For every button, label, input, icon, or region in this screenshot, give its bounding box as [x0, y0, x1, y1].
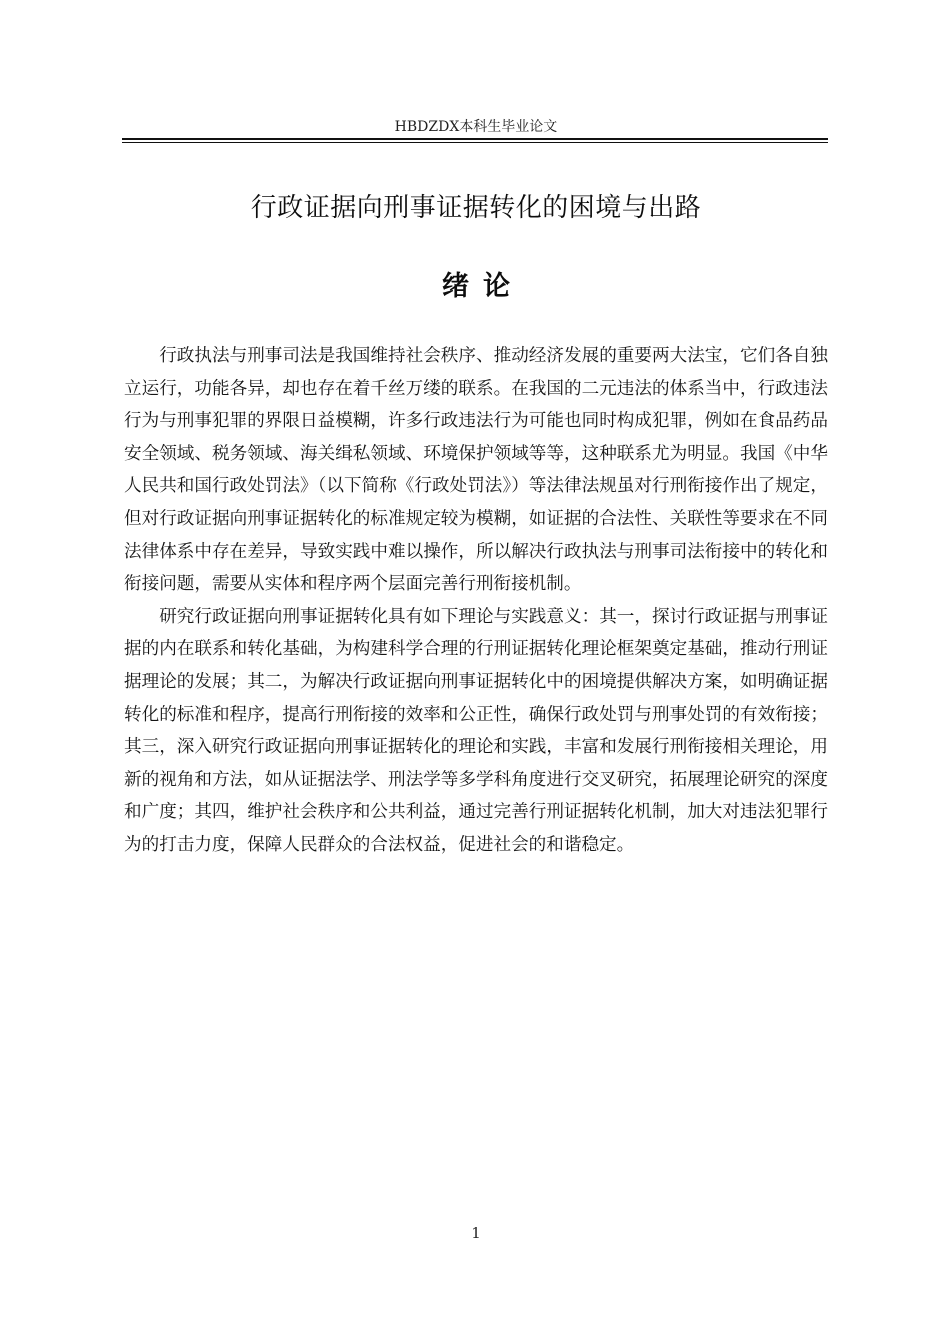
- header-rule-thin: [122, 142, 828, 143]
- section-heading: 绪论: [442, 271, 524, 302]
- paragraph: 研究行政证据向刑事证据转化具有如下理论与实践意义：其一，探讨行政证据与刑事证据的内在联系和转化基础，为构建科学合理的行刑证据转化理论框架奠定基础，推动行刑证据理论的发展；其二，为解决行政证据向刑事证据转化中的困境提供解决方案，如明确证据转化的标准和程序，提高行刑衔接的效率和公正性，确保行政处罚与刑事处罚的有效衔接；其三，深入研究行政证据向刑事证据转化的理论和实践，丰富和发展行刑衔接相关理论，用新的视角和方法，如从证据法学、刑法学等多学科角度进行交叉研究，拓展理论研究的深度和广度；其四，维护社会秩序和公共利益，通过完善行刑证据转化机制，加大对违法犯罪行为的打击力度，保障人民群众的合法权益，促进社会的和谐稳定。: [124, 606, 828, 855]
- running-header: HBDZDX本科生毕业论文: [394, 119, 558, 135]
- header-rule-thick: [122, 138, 828, 140]
- paragraph: 行政执法与刑事司法是我国维持社会秩序、推动经济发展的重要两大法宝，它们各自独立运行，功能各异，却也存在着千丝万缕的联系。在我国的二元违法的体系当中，行政违法行为与刑事犯罪的界限日益模糊，许多行政违法行为可能也同时构成犯罪，例如在食品药品安全领域、税务领域、海关缉私领域、环境保护领域等等，这种联系尤为明显。我国《中华人民共和国行政处罚法》（以下简称《行政处罚法》）等法律法规虽对行刑衔接作出了规定，但对行政证据向刑事证据转化的标准规定较为模糊，如证据的合法性、关联性等要求在不同法律体系中存在差异，导致实践中难以操作，所以解决行政执法与刑事司法衔接中的转化和衔接问题，需要从实体和程序两个层面完善行刑衔接机制。: [124, 346, 828, 595]
- body-text: [124, 340, 828, 862]
- page-number: 1: [471, 1224, 481, 1242]
- document-title: 行政证据向刑事证据转化的困境与出路: [250, 193, 702, 223]
